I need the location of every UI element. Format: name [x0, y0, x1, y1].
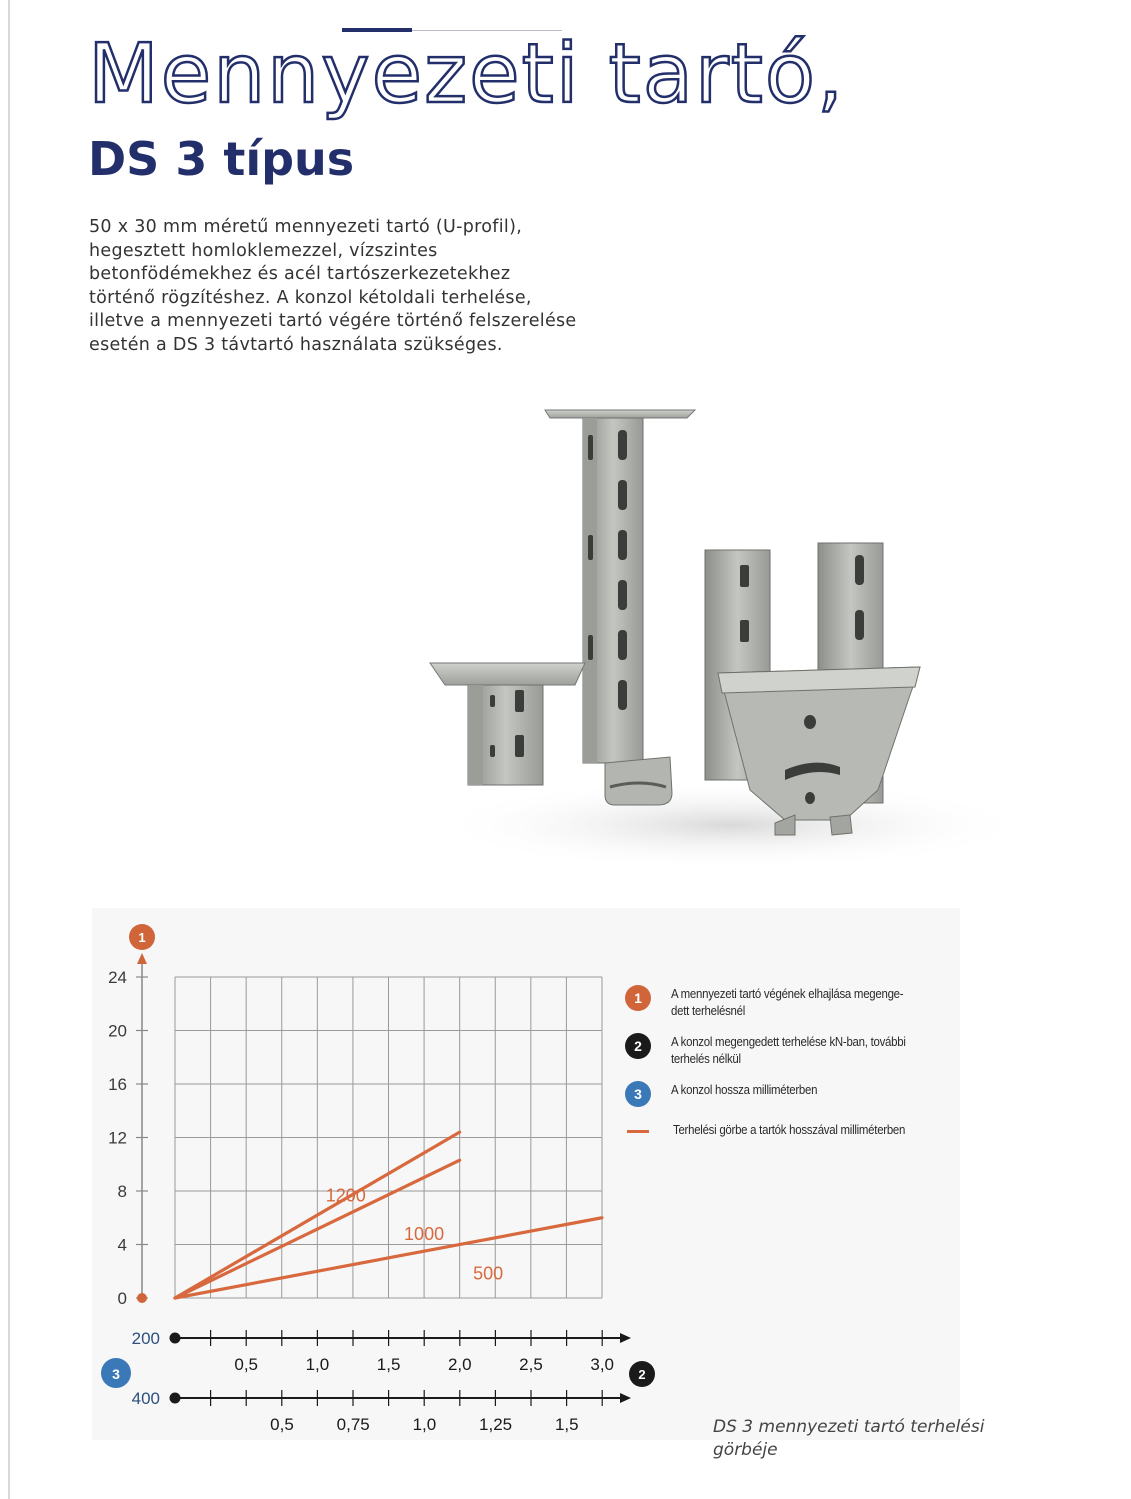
short-ceiling-bracket — [430, 663, 585, 785]
chart-caption: DS 3 mennyezeti tartó terhelési görbéje — [713, 1417, 985, 1460]
page-left-rule — [8, 0, 10, 1499]
legend-item-deflection — [625, 985, 945, 1019]
product-illustration — [400, 395, 1060, 875]
series-label-1000: 1000 — [404, 1223, 445, 1244]
legend-item-curve — [625, 1121, 945, 1138]
x-load-tick-label: 3,0 — [590, 1355, 615, 1374]
x-axis-load-badge-label: 2 — [638, 1367, 646, 1382]
x-load-tick-label: 2,5 — [519, 1355, 543, 1374]
legend-text-2: A konzol megengedett terhelése kN-ban, további terhelés nélkül — [671, 1034, 906, 1066]
x-load-tick-label: 0,5 — [234, 1355, 259, 1374]
length-badge-label: 3 — [112, 1366, 120, 1382]
x-load-tick-label: 1,0 — [305, 1355, 330, 1374]
legend-curve-swatch — [627, 1130, 649, 1133]
y-axis-arrow — [137, 953, 147, 964]
y-tick-label: 8 — [117, 1182, 127, 1201]
y-tick-label: 20 — [108, 1021, 127, 1041]
legend-item-load — [625, 1033, 945, 1067]
x-second-tick-label: 1,0 — [412, 1415, 437, 1434]
intro-paragraph: 50 x 30 mm méretű mennyezeti tartó (U-profil), hegesztett homloklemezzel, vízszintes betonfödémekhez és acél tartószerkezetekhez történő rögzítéshez. A konzol kétoldali terhelése, illetve a mennyezeti tartó végére történő felszerelése esetén a DS 3 távtartó használata szükséges. — [89, 217, 577, 355]
page-title: Mennyezeti tartó, — [88, 27, 846, 122]
floor-shadow — [430, 780, 1030, 870]
y-tick-label: 4 — [117, 1235, 127, 1255]
series-label-1200: 1200 — [325, 1185, 366, 1206]
y-tick-label: 24 — [108, 968, 127, 987]
x-second-tick-label: 0,75 — [336, 1415, 370, 1434]
y-tick-label: 12 — [108, 1128, 127, 1148]
x-load-tick-label: 2,0 — [447, 1355, 472, 1374]
x-axis-second-arrow — [620, 1393, 631, 1403]
y-axis-badge-label: 1 — [138, 930, 146, 945]
x-second-tick-label: 0,5 — [270, 1415, 294, 1434]
x-axis-load-start-label: 200 — [131, 1329, 160, 1348]
tall-ceiling-bracket — [545, 410, 695, 805]
y-tick-label: 0 — [117, 1289, 127, 1308]
x-second-tick-label: 1,25 — [479, 1415, 513, 1434]
legend-text-curve: Terhelési görbe a tartók hosszával milliméterben — [673, 1122, 906, 1137]
y-axis-origin-dot — [137, 1293, 147, 1303]
legend-badge-1: 1 — [625, 985, 651, 1011]
x-axis-load-arrow — [620, 1333, 631, 1343]
chart-legend — [625, 985, 945, 1152]
legend-text-1: A mennyezeti tartó végének elhajlása megenge-dett terhelésnél — [671, 986, 904, 1018]
x-axis-second-origin-dot — [170, 1393, 181, 1404]
legend-item-length — [625, 1081, 945, 1107]
x-load-tick-label: 1,5 — [376, 1355, 401, 1374]
y-tick-label: 16 — [108, 1075, 127, 1094]
series-label-500: 500 — [473, 1263, 504, 1284]
page-subtitle: DS 3 típus — [88, 132, 355, 186]
legend-badge-2: 2 — [625, 1033, 651, 1059]
x-second-tick-label: 1,5 — [554, 1415, 579, 1434]
x-axis-second-start-label: 400 — [131, 1389, 160, 1408]
x-axis-load-origin-dot — [170, 1333, 181, 1344]
legend-text-3: A konzol hossza milliméterben — [671, 1082, 818, 1097]
legend-badge-3: 3 — [625, 1081, 651, 1107]
